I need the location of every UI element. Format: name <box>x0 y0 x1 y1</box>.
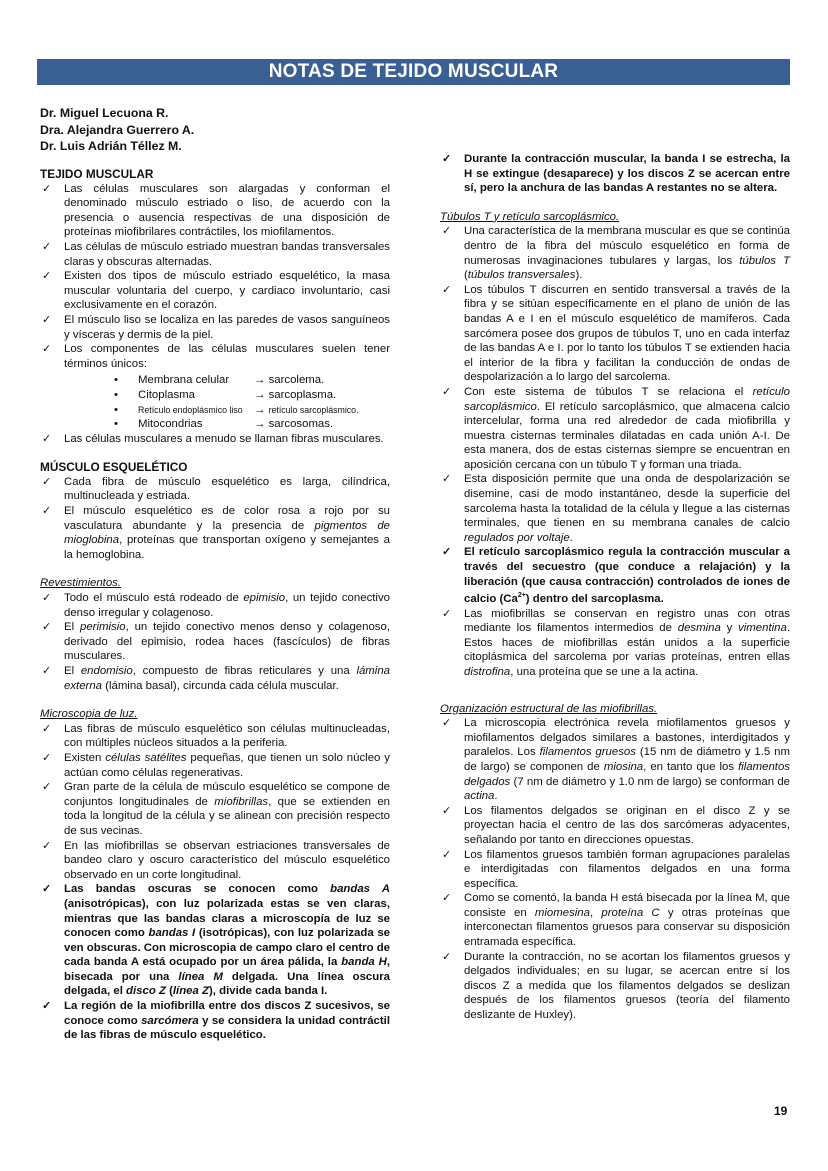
author: Dr. Luis Adrián Téllez M. <box>40 139 182 153</box>
list-item: ✓ La región de la miofibrilla entre dos discos Z sucesivos, se conoce como sarcómera y se considera la unidad contráctil de las fibras de músculo esquelético. <box>42 1000 391 1042</box>
bullet-icon: • <box>114 403 118 416</box>
bullet-icon: • <box>114 418 118 431</box>
organizacion-list <box>440 716 790 1022</box>
list-item: ✓ Las bandas oscuras se conocen como bandas A (anisotrópicas), con luz polarizada estas se ven claras, mientras que las bandas claras a microscopía de luz se conocen como bandas I (isotrópicas), con luz polarizada se ven obscuras. Con microscopia de campo claro el centro de cada banda A está ocupado por un área pálida, la banda H, bisecada por una línea M delgada. Una línea oscura delgada, el disco Z (línea Z), divide cada banda I. <box>42 883 391 998</box>
list-item: ✓ La microscopia electrónica revela miofilamentos gruesos y miofilamentos delgados similares a bastones, interdigitados y paralelos. Los filamentos gruesos (15 nm de diámetro y 1.5 nm de largo) se componen de miosina, en tanto que los filamentos delgados (7 nm de diámetro y 1.0 nm de largo) se conforman de actina. <box>442 717 790 803</box>
subsection-heading-revestimientos: Revestimientos. <box>40 577 122 590</box>
list-item: ✓ Como se comentó, la banda H está bisecada por la línea M, que consiste en miomesina, proteína C y otras proteínas que interconectan filamentos gruesos para conservar su disposición entramada específica. <box>442 892 790 949</box>
subsection-heading-microscopia: Microscopia de luz. <box>40 708 138 721</box>
list-item: ✓ Existen dos tipos de músculo estriado esquelético, la masa muscular voluntaria del cuerpo, y cardiaco involuntario, casi exclusivamente en el corazón. <box>42 270 390 312</box>
left-column <box>40 167 390 1043</box>
tejido-list <box>40 182 390 447</box>
tubulos-list <box>440 224 790 679</box>
term-item: • Retículo endoplásmico liso → retículo sarcoplásmico. <box>114 403 359 416</box>
arrow-icon: → <box>254 403 266 416</box>
list-item: ✓ El músculo liso se localiza en las paredes de vasos sanguíneos y vísceras y dermis de la piel. <box>42 313 390 341</box>
list-item: ✓ Esta disposición permite que una onda de despolarización se disemine, casi de modo instantáneo, desde la superficie del sarcolema hasta la totalidad de la célula y llegue a las cisternas terminales, que tienen en su membrana canales de calcio regulados por voltaje. <box>442 473 790 544</box>
list-item: ✓ Los filamentos delgados se originan en el disco Z y se proyectan hacia el centro de las dos sarcómeras adyacentes, señalando por tanto en direcciones opuestas. <box>442 804 790 846</box>
check-icon: ✓ <box>42 722 52 735</box>
list-item: ✓ Con este sistema de túbulos T se relaciona el retículo sarcoplásmico. El retículo sarcoplásmico, que almacena calcio intercelular, forma una red alrededor de cada miofibrilla y muestra cisternas terminales dilatadas en cada unión A-I. De esta manera, dos de estas cisternas siempre se encuentran en aposición cercana con un túbulo T y forman una triada. <box>442 385 790 471</box>
esqueletico-list <box>40 475 390 563</box>
check-icon: ✓ <box>42 432 52 445</box>
subsection-heading-tubulos: Túbulos T y retículo sarcoplásmico. <box>440 210 620 223</box>
check-icon: ✓ <box>42 883 52 896</box>
bullet-icon: • <box>114 388 118 401</box>
check-icon: ✓ <box>42 240 52 253</box>
author-list <box>40 105 194 155</box>
contraccion-list <box>440 152 790 196</box>
list-item: ✓ Las células musculares son alargadas y conforman el denominado músculo estriado o liso, de acuerdo con la presencia o ausencia respectivas de una disposición de proteínas miofibrilares contráctiles, los miofilamentos. <box>42 182 390 239</box>
check-icon: ✓ <box>442 950 452 963</box>
list-item: ✓ Los componentes de las células musculares suelen tener términos únicos: • Membrana celular → sarcolema. • Citoplasma → sarcoplasma. • Retículo endoplásmico liso → retículo sarcoplásmico. • Mitocondrias → sarcosomas. <box>42 343 390 431</box>
list-item: ✓ Gran parte de la célula de músculo esquelético se compone de conjuntos longitudinales de miofibrillas, que se extienden en toda la longitud de la célula y se alinean con precisión respecto de sus vecinas. <box>42 781 390 837</box>
section-heading-tejido-muscular: TEJIDO MUSCULAR <box>40 167 154 181</box>
term-item: • Citoplasma → sarcoplasma. <box>114 388 337 401</box>
page-number: 19 <box>774 1104 788 1118</box>
arrow-icon: → <box>254 418 266 431</box>
page-title: NOTAS DE TEJIDO MUSCULAR <box>37 59 790 85</box>
list-item: ✓ Una característica de la membrana muscular es que se continúa dentro de la fibra del músculo esquelético en forma de numerosas invaginaciones tubulares y largas, los túbulos T (túbulos transversales). <box>442 225 790 282</box>
check-icon: ✓ <box>442 385 452 398</box>
list-item: ✓ Cada fibra de músculo esquelético es larga, cilíndrica, multinucleada y estriada. <box>42 475 390 503</box>
list-item: ✓ Los túbulos T discurren en sentido transversal a través de la fibra y se sitúan específicamente en el plano de unión de las bandas A e I en el músculo esquelético de mamíferos. Cada sarcómera posee dos grupos de túbulos T, uno en cada interfaz de las bandas A e I. por lo tanto los túbulos T se extienden hacia el interior de la fibra y facilitan la conducción de ondas de despolarización a lo largo del sarcolema. <box>442 283 790 384</box>
check-icon: ✓ <box>42 751 52 764</box>
check-icon: ✓ <box>442 717 452 730</box>
check-icon: ✓ <box>442 225 452 238</box>
list-item: ✓ Durante la contracción muscular, la banda I se estrecha, la H se extingue (desaparece) y los discos Z se acercan entre sí, pero la anchura de las bandas A restantes no se altera. <box>442 153 790 195</box>
check-icon: ✓ <box>42 343 52 356</box>
list-item: ✓ El endomisio, compuesto de fibras reticulares y una lámina externa (lámina basal), circunda cada célula muscular. <box>42 665 390 692</box>
check-icon: ✓ <box>442 607 452 620</box>
subsection-heading-organizacion: Organización estructural de las miofibrillas. <box>440 702 658 715</box>
microscopia-list <box>40 722 390 1043</box>
arrow-icon: → <box>254 388 266 401</box>
list-item: ✓ Durante la contracción, no se acortan los filamentos gruesos y delgados individuales; en su lugar, se acercan entre sí los discos Z a medida que los filamentos delgados se deslizan después de los filamentos gruesos (teoría del filamento deslizante de Huxley). <box>442 950 790 1022</box>
bullet-icon: • <box>114 374 118 387</box>
list-item: ✓ En las miofibrillas se observan estriaciones transversales de bandeo claro y oscuro característico del músculo esquelético observado en un corte longitudinal. <box>42 839 390 881</box>
author: Dra. Alejandra Guerrero A. <box>40 122 195 137</box>
check-icon: ✓ <box>42 839 52 852</box>
check-icon: ✓ <box>42 505 52 518</box>
right-column <box>440 152 790 1023</box>
check-icon: ✓ <box>42 1000 52 1013</box>
list-item: ✓ El perimisio, un tejido conectivo menos denso y colagenoso, derivado del epimisio, rodea haces (fascículos) de fibras musculares. <box>42 621 390 663</box>
list-item: ✓ Todo el músculo está rodeado de epimisio, un tejido conectivo denso irregular y colagenoso. <box>42 592 390 619</box>
check-icon: ✓ <box>42 475 52 488</box>
section-heading-musculo-esqueletico: MÚSCULO ESQUELÉTICO <box>40 460 188 475</box>
term-item: • Mitocondrias → sarcosomas. <box>114 418 334 431</box>
check-icon: ✓ <box>42 270 52 283</box>
check-icon: ✓ <box>42 313 52 326</box>
list-item: ✓ Las células musculares a menudo se llaman fibras musculares. <box>42 432 384 445</box>
revestimientos-list <box>40 591 390 693</box>
check-icon: ✓ <box>42 621 52 634</box>
list-item: ✓ Los filamentos gruesos también forman agrupaciones paralelas e interdigitadas con filamentos delgados en una forma específica. <box>442 848 790 890</box>
term-item: • Membrana celular → sarcolema. <box>114 374 325 387</box>
check-icon: ✓ <box>442 546 452 559</box>
check-icon: ✓ <box>442 804 452 817</box>
check-icon: ✓ <box>42 781 52 794</box>
check-icon: ✓ <box>442 848 452 861</box>
list-item: ✓ Existen células satélites pequeñas, que tienen un solo núcleo y actúan como células regenerativas. <box>42 751 390 779</box>
check-icon: ✓ <box>442 473 452 486</box>
author: Dr. Miguel Lecuona R. <box>40 106 169 120</box>
terms-list <box>64 373 390 431</box>
list-item: ✓ El músculo esquelético es de color rosa a rojo por su vasculatura abundante y la presencia de pigmentos de mioglobina, proteínas que transportan oxígeno y semejantes a la hemoglobina. <box>42 505 391 561</box>
list-item: ✓ Las fibras de músculo esquelético son células multinucleadas, con múltiples núcleos situados a la periferia. <box>42 722 390 750</box>
check-icon: ✓ <box>442 892 452 905</box>
check-icon: ✓ <box>42 592 52 605</box>
arrow-icon: → <box>254 374 266 387</box>
list-item: ✓ Las células de músculo estriado muestran bandas transversales claras y obscuras alternadas. <box>42 240 390 268</box>
check-icon: ✓ <box>42 182 52 195</box>
check-icon: ✓ <box>442 283 452 296</box>
check-icon: ✓ <box>442 153 452 165</box>
list-item: ✓ El retículo sarcoplásmico regula la contracción muscular a través del secuestro (que conduce a relajación) y la liberación (que causa contracción) controlados de iones de calcio $(Ca^{2+})$ dentro del sarcoplasma. <box>442 546 790 606</box>
list-item: ✓ Las miofibrillas se conservan en registro unas con otras mediante los filamentos intermedios de desmina y vimentina. Estos haces de miofibrillas están unidos a la superficie citoplásmica del sarcolema por varias proteínas, entren ellas distrofina, una proteína que se une a la actina. <box>442 607 790 678</box>
check-icon: ✓ <box>42 665 52 677</box>
